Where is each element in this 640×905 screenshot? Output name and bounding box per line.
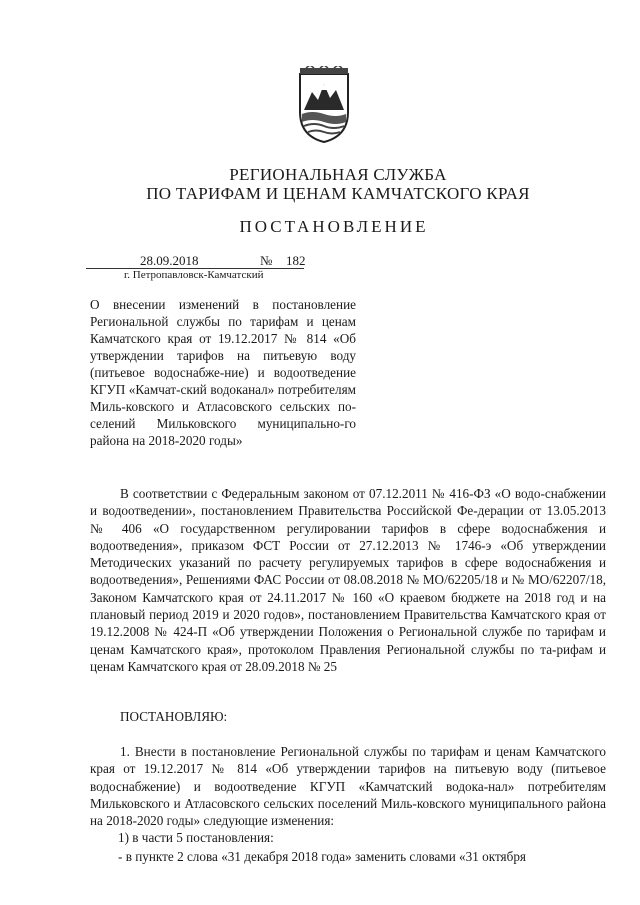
document-subject: О внесении изменений в постановление Региональной службы по тарифам и ценам Камчатского края от 19.12.2017 № 814 «Об утверждении тарифов на питьевую воду (питьевое водоснабже-ние) и водоотведение КГУП «Камчат-ский водоканал» потребителям Миль-ковского и Атласовского сельских по-селений Мильковского муниципально-го района на 2018-2020 годы» [90,297,356,448]
document-type-title: ПОСТАНОВЛЕНИЕ [239,217,429,236]
subitem-1-change: - в пункте 2 слова «31 декабря 2018 года» заменить словами «31 октября [118,849,526,864]
agency-name-line2: ПО ТАРИФАМ И ЦЕНАМ КАМЧАТСКОГО КРАЯ [146,184,530,203]
subitem-1: 1) в части 5 постановления: [118,830,274,845]
document-city: г. Петропавловск-Камчатский [124,269,264,281]
coat-of-arms-icon [296,66,352,144]
basis-paragraph: В соответствии с Федеральным законом от 07.12.2011 № 416-ФЗ «О водо-снабжении и водоотведении», постановлением Правительства Российской Фе-дерации от 13.05.2013 № 406 «О государственном регулировании тарифов в сфере водоснабжения и водоотведения», приказом ФСТ России от 27.12.2013 № 1746-э «Об утверждении Методических указаний по расчету регулируемых тарифов в сфере водоснабжения и водоотведения», Решениями ФАС России от 08.08.2018 № МО/62205/18 и № МО/62207/18, Законом Камчатского края от 24.11.2017 № 160 «О краевом бюджете на 2018 год и на плановый период 2019 и 2020 годов», постановлением Правительства Камчатского края от 19.12.2008 № 424-П «Об утверждении Положения о Региональной службе по тарифам и ценам Камчатского края», протоколом Правления Региональной службы по та-рифам и ценам Камчатского края от 28.09.2018 № 25 [90,486,606,674]
number-sign: № [260,253,273,268]
item-1-paragraph: 1. Внести в постановление Региональной службы по тарифам и ценам Камчатского края от 19.12.2017 № 814 «Об утверждении тарифов на питьевую воду (питьевое водоснабжение) и водоотведение КГУП «Камчатский водока-нал» потребителям Мильковского и Атласовского сельских поселений Миль-ковского муниципального района на 2018-2020 годы» следующие изменения: [90,744,606,829]
document-number: 182 [286,253,306,268]
decree-heading: ПОСТАНОВЛЯЮ: [120,709,228,724]
document-date: 28.09.2018 [140,253,199,268]
agency-name-line1: РЕГИОНАЛЬНАЯ СЛУЖБА [229,165,447,184]
